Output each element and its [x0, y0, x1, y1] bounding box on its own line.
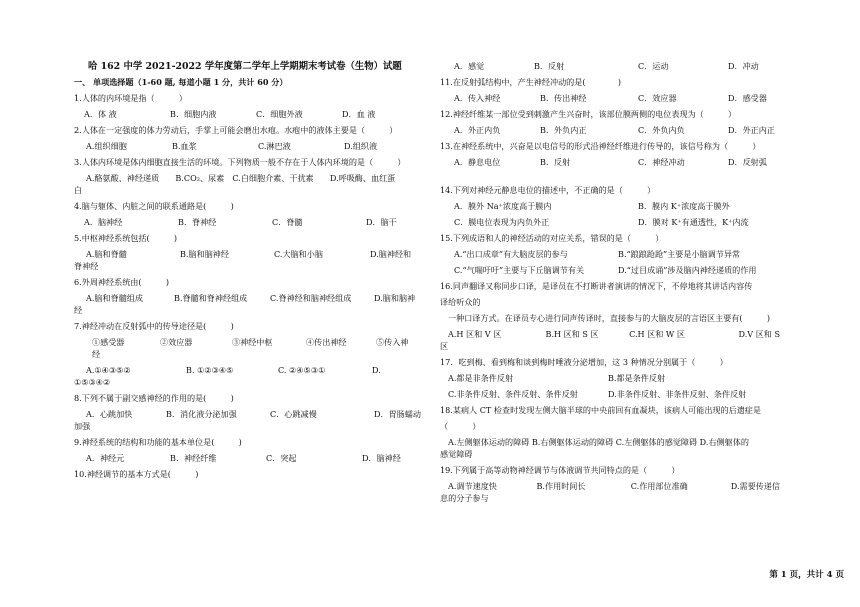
question-16-continued-2: 一种口译方式。在译员专心进行同声传译时，直接参与的大脑皮层的言语区主要有( ): [448, 313, 770, 323]
question-16-options: [440, 328, 780, 340]
question-10-options: [440, 60, 780, 72]
option-c: C．膜电位表现为内负外正: [454, 217, 550, 227]
option-c: C．细胞外液: [256, 109, 303, 119]
option-a: A.脑和脊髓组成: [86, 293, 143, 303]
option-c: C．脊髓: [272, 217, 303, 227]
option-c: C．外负内负: [638, 125, 685, 135]
option-c: C．心跳减慢: [270, 409, 317, 419]
question-14-options-ab: [440, 200, 780, 212]
option-d: D.“过目成诵”涉及脑内神经递质的作用: [618, 265, 757, 275]
option-d: D.脑和脑神: [374, 293, 416, 303]
question-8: 8.下列不属于副交感神经的作用的是( ): [74, 393, 234, 403]
item-2: ②效应器: [160, 337, 193, 347]
option-b: B．消化液分泌加强: [166, 409, 237, 419]
option-b: B.脑和脑神经: [180, 249, 229, 259]
option-b: B．反射: [534, 61, 565, 71]
option-d: D．膜对 K⁺有通透性，K⁺内流: [638, 217, 749, 227]
question-9-options: [74, 452, 426, 464]
option-a: A．心跳加快: [86, 409, 133, 419]
left-column: [74, 76, 426, 480]
question-18-options: A.左侧躯体运动的障碍 B.右侧躯体运动的障碍 C.左侧躯体的感觉障碍 D.右侧躯体的: [448, 437, 749, 447]
question-12: 12.神经纤维某一部位受到刺激产生兴奋时，该部位膜两侧的电位表现为（ ）: [440, 109, 737, 119]
right-column: [440, 60, 780, 504]
item-5: ⑤传入神: [376, 337, 409, 347]
question-17-options-cd: [440, 388, 780, 400]
question-15-options-ab: [440, 248, 780, 260]
question-17-options-ab: [440, 372, 780, 384]
question-19-options-continued: 息的分子参与: [440, 493, 489, 503]
question-12-options: [440, 124, 780, 136]
question-2-options: [74, 140, 426, 152]
question-9: 9.神经系统的结构和功能的基本单位是( ): [74, 437, 242, 447]
question-5: 5.中枢神经系统包括( ): [74, 233, 178, 243]
option-b: B.“踉踉跄跄”主要是小脑调节异常: [618, 249, 741, 259]
question-10: 10.神经调节的基本方式是( ): [74, 469, 199, 479]
option-b: B．脊神经: [178, 217, 217, 227]
option-d: D.: [372, 365, 381, 375]
page-footer: 第 1 页，共计 4 页: [769, 570, 844, 580]
option-c: C．突起: [266, 453, 297, 463]
question-7-options-continued: ①⑤③④②: [74, 377, 111, 387]
question-18-continued: （ ）: [440, 421, 481, 431]
option-b: B.脊髓和脊神经组成: [174, 293, 248, 303]
option-b: B．传出神经: [540, 93, 587, 103]
option-a: A.组织细胞: [86, 141, 127, 151]
exam-title: 哈 162 中学 2021-2022 学年度第二学年上学期期末考试卷（生物）试题: [88, 61, 402, 72]
question-7-items: [74, 336, 426, 348]
option-d: D．反射弧: [728, 157, 767, 167]
question-7-items-continued: 经: [92, 349, 101, 359]
question-5-continued: 脊神经: [74, 261, 99, 271]
option-d: D.组织液: [344, 141, 378, 151]
question-4: 4.脑与躯体、内脏之间的联系通路是( ): [74, 201, 234, 211]
option-d: D．胃肠蠕动: [374, 409, 421, 419]
option-d: D．感受器: [728, 93, 767, 103]
option-d: D.V 区和 S: [738, 329, 780, 339]
option-c: C. ②④⑤③①: [278, 365, 326, 375]
question-6-options: [74, 292, 426, 304]
option-c: C.“气喘吁吁”主要与下丘脑调节有关: [454, 265, 585, 275]
option-c: C.大脑和小脑: [274, 249, 323, 259]
option-a: A.脑和脊髓: [86, 249, 127, 259]
option-d: D．脑干: [366, 217, 397, 227]
question-2: 2.人体在一定强度的体力劳动后，手掌上可能会磨出水疱。水疱中的液体主要是（ ）: [74, 125, 398, 135]
option-d: D．冲动: [728, 61, 759, 71]
option-a: A．外正内负: [454, 125, 501, 135]
option-d: D.非条件反射、非条件反射、条件反射: [608, 389, 747, 399]
question-13-options: [440, 156, 780, 168]
question-14-options-cd: [440, 216, 780, 228]
option-a: A.都是非条件反射: [448, 373, 514, 383]
question-3-options: A.酪氨酸、神经递质 B.CO₂、尿素 C.白细胞介素、干扰素 D.呼吸酶、血红蛋: [86, 173, 396, 183]
item-3: ③神经中枢: [232, 337, 273, 347]
option-a: A．体 液: [84, 109, 117, 119]
question-11: 11.在反射弧结构中，产生神经冲动的是( ): [440, 77, 622, 87]
item-1: ①感受器: [92, 337, 125, 347]
question-17: 17．吃到梅、看到梅和谈到梅时唾液分泌增加，这 3 种情况分别属于（ ）: [440, 357, 728, 367]
question-4-options: [74, 216, 426, 228]
option-c: C．效应器: [638, 93, 677, 103]
option-a: A．膜外 Na⁺浓度高于膜内: [454, 201, 552, 211]
question-14: 14.下列对神经元静息电位的描述中，不正确的是（ ）: [440, 185, 656, 195]
item-4: ④传出神经: [306, 337, 347, 347]
question-11-options: [440, 92, 780, 104]
question-16-options-continued: 区: [440, 341, 449, 351]
question-15: 15.下列成语和人的神经活动的对应关系，错误的是（ ）: [440, 233, 664, 243]
question-7: 7.神经冲动在反射弧中的传导途径是( ): [74, 321, 234, 331]
question-18: 18.某病人 CT 检查时发现左侧大脑半球的中央前回有血凝块，该病人可能出现的后遗症是: [440, 405, 761, 415]
option-d: D.需要传递信: [730, 481, 780, 491]
option-a: A．神经元: [86, 453, 125, 463]
question-16-continued-1: 译给听众的: [440, 297, 481, 307]
option-c: C.非条件反射、条件反射、条件反射: [448, 389, 578, 399]
option-a: A.①④③⑤②: [86, 365, 131, 375]
question-8-continued: 加强: [74, 421, 91, 431]
question-1-options: [74, 108, 426, 120]
option-b: B．神经纤维: [170, 453, 217, 463]
option-b: B.血浆: [172, 141, 197, 151]
question-18-options-continued: 感觉障碍: [440, 449, 473, 459]
question-19: 19.下列属于高等动物神经调节与体液调节共同特点的是（ ）: [440, 465, 680, 475]
option-a: A．脑神经: [84, 217, 123, 227]
option-b: B. ①②③④⑤: [186, 365, 234, 375]
option-d: D．血 液: [342, 109, 376, 119]
option-b: B．细胞内液: [170, 109, 217, 119]
option-b: B.作用时间长: [536, 481, 586, 491]
question-16: 16.同声翻译又称同步口译，是译员在不打断讲者演讲的情况下，不停地将其讲话内容传: [440, 281, 753, 291]
question-8-options: [74, 408, 426, 420]
question-6: 6.外周神经系统由( ): [74, 277, 169, 287]
option-a: A.“出口成章”有大脑皮层的参与: [454, 249, 568, 259]
option-a: A.调节速度快: [448, 481, 497, 491]
question-7-options: [74, 364, 426, 376]
option-c: C.淋巴液: [258, 141, 291, 151]
option-c: C．运动: [638, 61, 669, 71]
question-5-options: [74, 248, 426, 260]
question-6-continued: 经: [74, 305, 83, 315]
option-c: C.作用部位准确: [630, 481, 688, 491]
option-a: A.H 区和 V 区: [448, 329, 502, 339]
option-a: A．传入神经: [454, 93, 501, 103]
option-c: C．神经冲动: [638, 157, 685, 167]
option-a: A．静息电位: [454, 157, 501, 167]
option-b: B．膜内 K⁺浓度高于膜外: [638, 201, 730, 211]
question-1: 1.人体的内环境是指（ ）: [74, 93, 187, 103]
question-19-options: [440, 480, 780, 492]
option-b: B．反射: [540, 157, 571, 167]
option-c: C.脊神经和脑神经组成: [270, 293, 352, 303]
option-b: B.H 区和 S 区: [545, 329, 599, 339]
section-heading: 一、 单项选择题（1-60 题, 每道小题 1 分，共计 60 分）: [74, 77, 288, 87]
question-3-continued: 白: [74, 185, 83, 195]
option-a: A．感觉: [454, 61, 485, 71]
question-15-options-cd: [440, 264, 780, 276]
question-13: 13.在神经系统中，兴奋是以电信号的形式沿神经纤维进行传导的，该信号称为（ ）: [440, 141, 761, 151]
option-b: B.都是条件反射: [608, 373, 666, 383]
option-c: C.H 区和 W 区: [629, 329, 685, 339]
option-d: D．脑神经: [362, 453, 401, 463]
option-d: D.脑神经和: [370, 249, 412, 259]
option-d: D．外正内正: [728, 125, 775, 135]
option-b: B．外负内正: [540, 125, 587, 135]
question-3: 3.人体内环境是体内细胞直接生活的环境。下列物质一般不存在于人体内环境的是（ ）: [74, 157, 406, 167]
